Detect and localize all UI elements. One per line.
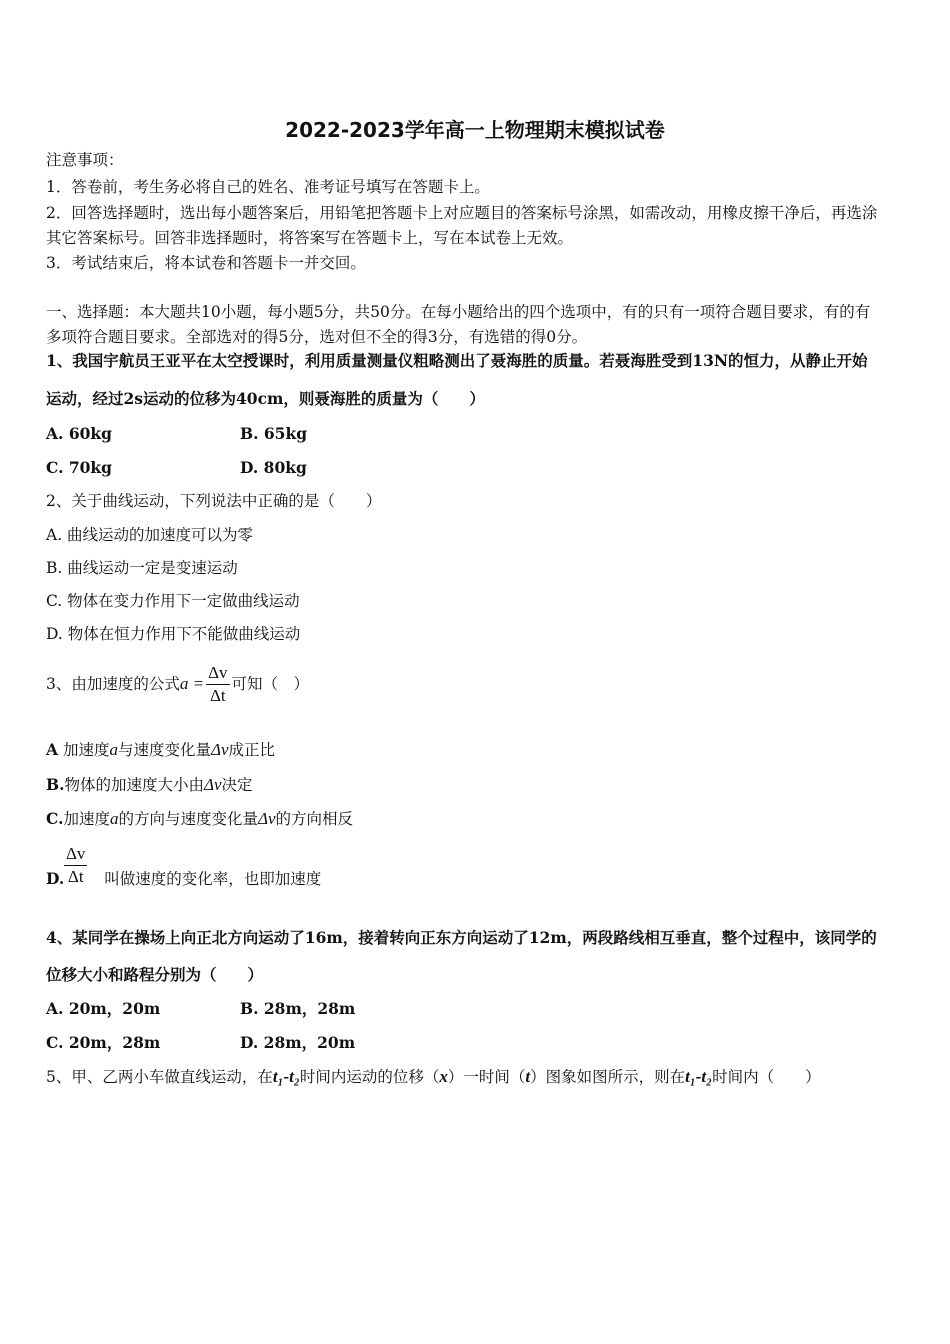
- option-a-symbol-2: Δv: [211, 740, 229, 759]
- question-3-stem-pre: 3、由加速度的公式: [46, 675, 180, 693]
- q5-mid: 时间内运动的位移（: [299, 1068, 440, 1086]
- option-d-numerator: Δv: [64, 843, 87, 866]
- exam-title: 2022-2023学年高一上物理期末模拟试卷: [285, 118, 665, 142]
- question-2-stem: 2、关于曲线运动，下列说法中正确的是（ ）: [46, 492, 382, 510]
- option-c-label: C.: [46, 809, 64, 828]
- question-2-option-a: A. 曲线运动的加速度可以为零: [46, 526, 254, 544]
- q5-mid2: ）一时间（: [447, 1068, 526, 1086]
- question-1-option-d: D. 80kg: [240, 458, 307, 477]
- question-4-option-b: B. 28m，28m: [240, 999, 356, 1018]
- question-3-option-b: [46, 775, 253, 795]
- option-a-label: A: [46, 740, 59, 759]
- section-1-intro-cont: 多项符合题目要求。全部选对的得5分，选对但不全的得3分，有选错的得0分。: [46, 328, 588, 346]
- question-2-option-b: B. 曲线运动一定是变速运动: [46, 559, 238, 577]
- option-d-denominator: Δt: [67, 867, 84, 886]
- option-b-pre: 物体的加速度大小由: [64, 776, 205, 794]
- q5-t-range-2: t₁-t₂: [685, 1067, 713, 1086]
- question-3-stem: [46, 661, 309, 707]
- question-4-stem-cont: 位移大小和路程分别为（ ）: [46, 965, 264, 984]
- formula-numerator: Δv: [206, 662, 229, 685]
- option-b-symbol: Δv: [204, 775, 222, 794]
- question-4-option-d: D. 28m，20m: [240, 1033, 356, 1052]
- option-a-symbol: a: [109, 740, 118, 759]
- question-3-option-a: [46, 740, 275, 760]
- formula-lhs: a =: [179, 674, 205, 693]
- notice-heading: 注意事项：: [46, 151, 124, 169]
- question-3-option-d: [46, 869, 321, 889]
- question-2-option-d: D. 物体在恒力作用下不能做曲线运动: [46, 625, 301, 643]
- question-1-option-b: B. 65kg: [240, 424, 308, 443]
- option-a-mid: 与速度变化量: [117, 741, 211, 759]
- question-5-stem: [46, 1067, 821, 1087]
- section-1-intro: 一、选择题：本大题共10小题，每小题5分，共50分。在每小题给出的四个选项中，有的只有一项符合题目要求，有的有: [46, 303, 871, 321]
- notice-item-1: 1．答卷前，考生务必将自己的姓名、准考证号填写在答题卡上。: [46, 178, 490, 196]
- option-c-symbol: a: [109, 809, 119, 828]
- option-c-mid: 的方向与速度变化量: [118, 810, 258, 828]
- notice-item-3: 3．考试结束后，将本试卷和答题卡一并交回。: [46, 254, 366, 272]
- notice-item-2: 2．回答选择题时，选出每小题答案后，用铅笔把答题卡上对应题目的答案标号涂黑，如需改动，用橡皮擦干净后，再选涂: [46, 204, 878, 222]
- q5-pre: 5、甲、乙两小车做直线运动，在: [46, 1068, 273, 1086]
- q5-t-range: t₁-t₂: [272, 1067, 300, 1086]
- question-2-option-c: C. 物体在变力作用下一定做曲线运动: [46, 592, 300, 610]
- question-4-stem: 4、某同学在操场上向正北方向运动了16m，接着转向正东方向运动了12m，两段路线相互垂直，整个过程中，该同学的: [46, 928, 877, 947]
- option-b-label: B.: [46, 775, 65, 794]
- question-1-stem-cont: 运动，经过2s运动的位移为40cm，则聂海胜的质量为（ ）: [46, 389, 485, 408]
- option-a-pre: 加速度: [62, 741, 110, 759]
- q5-t: t: [525, 1067, 531, 1086]
- question-4-option-c: C. 20m，28m: [46, 1033, 161, 1052]
- formula-denominator: Δt: [210, 685, 226, 705]
- notice-item-2-cont: 其它答案标号。回答非选择题时，将答案写在答题卡上，写在本试卷上无效。: [46, 229, 574, 247]
- option-c-pre: 加速度: [63, 810, 110, 828]
- option-d-post: 叫做速度的变化率，也即加速度: [104, 870, 322, 888]
- question-1-option-c: C. 70kg: [46, 458, 113, 477]
- formula-fraction: [206, 662, 229, 707]
- option-a-post: 成正比: [228, 741, 276, 759]
- question-1-stem: 1、我国宇航员王亚平在太空授课时，利用质量测量仪粗略测出了聂海胜的质量。若聂海胜受到13N的恒力，从静止开始: [46, 351, 868, 370]
- q5-mid3: ）图象如图所示，则在: [530, 1068, 686, 1086]
- question-4-option-a: A. 20m，20m: [46, 999, 161, 1018]
- option-c-post: 的方向相反: [275, 810, 354, 828]
- option-c-symbol-2: Δv: [258, 809, 276, 828]
- q5-post: 时间内（ ）: [712, 1068, 821, 1086]
- question-1-option-a: A. 60kg: [46, 424, 112, 443]
- option-b-post: 决定: [221, 776, 253, 794]
- question-3-stem-post: 可知（ ）: [231, 675, 310, 693]
- q5-x: x: [439, 1067, 448, 1086]
- question-3-option-c: [46, 809, 353, 829]
- option-d-label: D.: [46, 869, 65, 888]
